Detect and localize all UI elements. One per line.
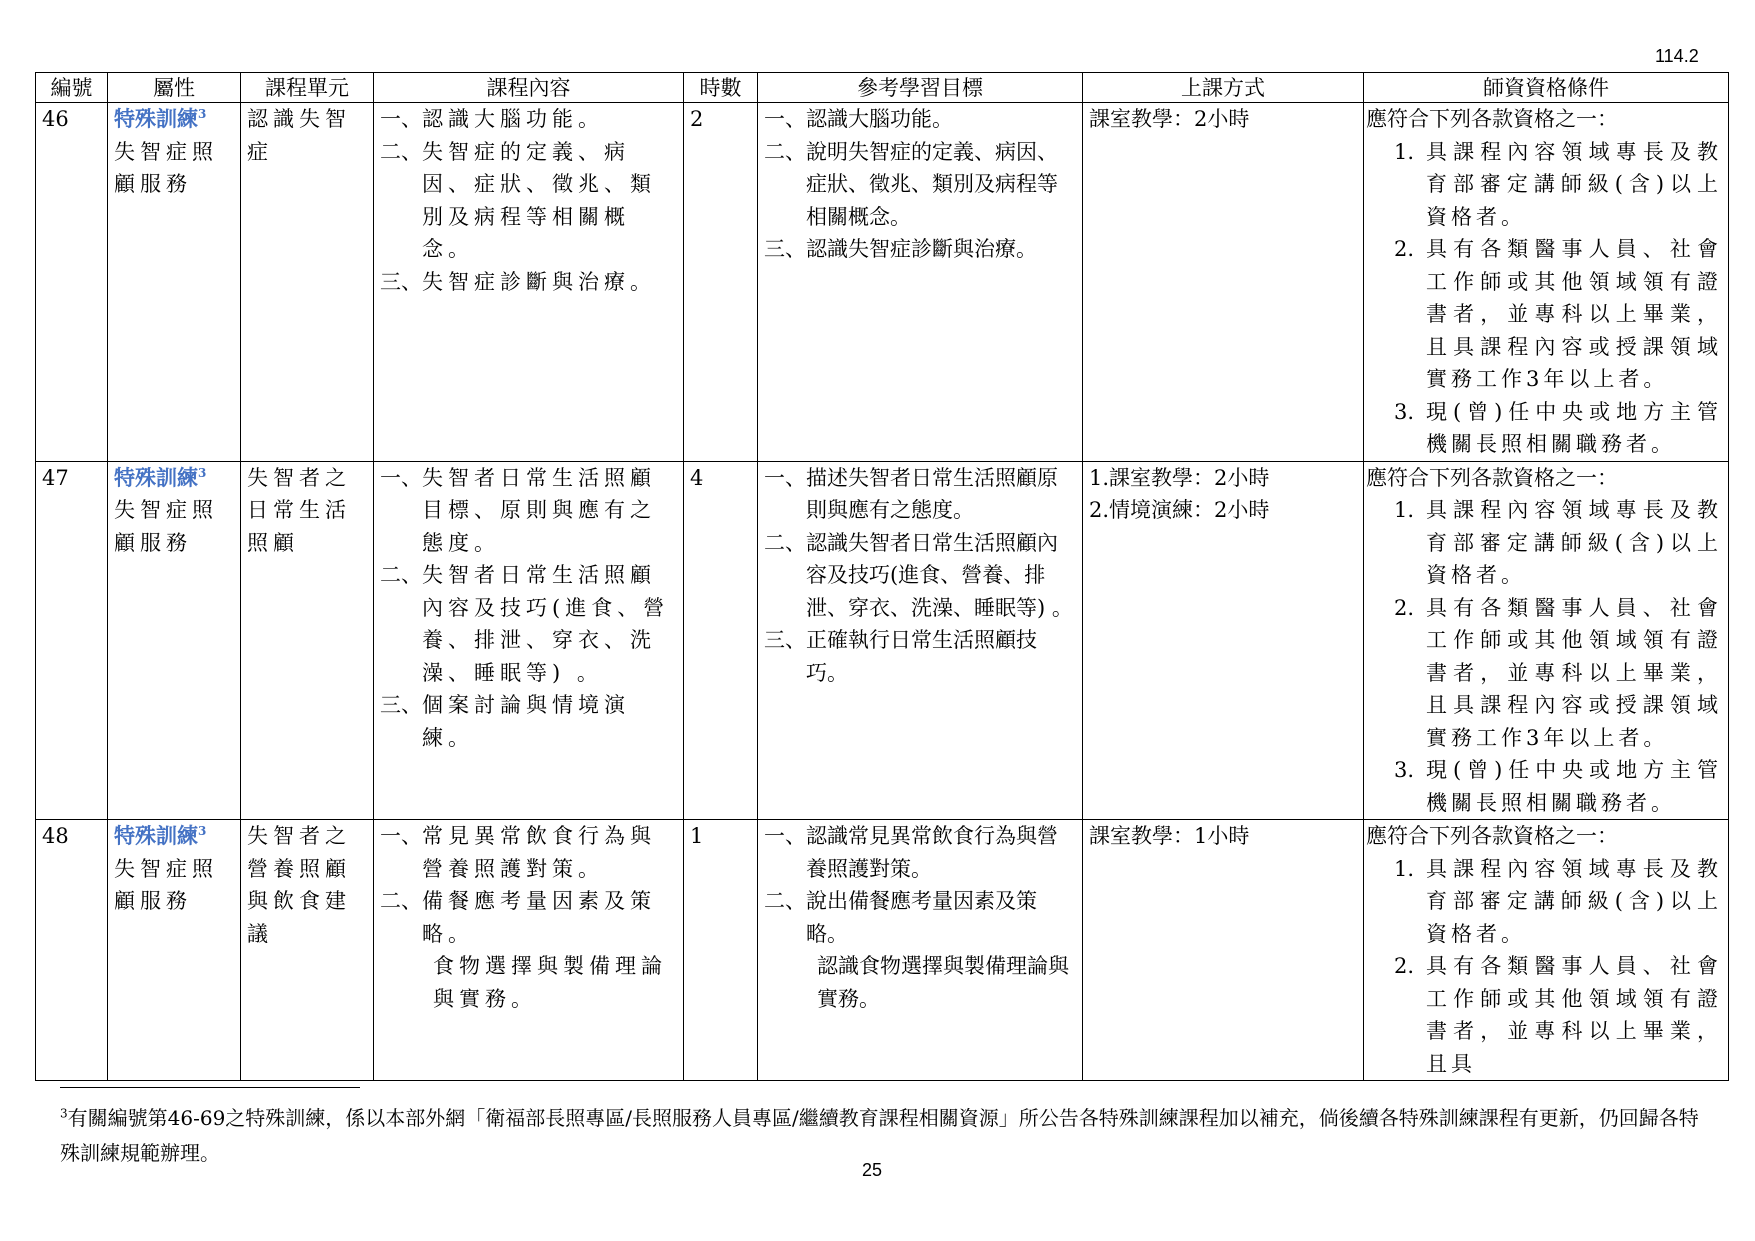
content-item-text: 個案討論與情境演練。 bbox=[422, 693, 630, 750]
goal-item bbox=[764, 103, 1076, 136]
qualification-intro: 應符合下列各款資格之一： bbox=[1366, 107, 1618, 131]
attribute-label bbox=[114, 823, 206, 848]
goal-item-marker: 一、 bbox=[764, 107, 806, 131]
unit-cell bbox=[241, 820, 374, 1081]
qualification-cell bbox=[1364, 461, 1729, 820]
column-header-id: 編號 bbox=[36, 73, 108, 103]
method-cell bbox=[1083, 820, 1364, 1081]
content-item bbox=[380, 885, 677, 950]
teaching-method: 課室教學：2小時 bbox=[1089, 107, 1250, 131]
goal-item-text: 認識大腦功能。 bbox=[806, 107, 953, 131]
goal-item bbox=[764, 820, 1076, 885]
goal-item-marker: 一、 bbox=[764, 824, 806, 848]
hours-cell bbox=[684, 820, 758, 1081]
content-cell bbox=[374, 103, 684, 462]
teaching-method: 課室教學：1小時 bbox=[1089, 824, 1250, 848]
attribute-label-text: 特殊訓練 bbox=[114, 464, 198, 490]
content-cell bbox=[374, 820, 684, 1081]
goals-cell bbox=[758, 820, 1083, 1081]
hours-cell bbox=[684, 461, 758, 820]
content-item-text: 認識大腦功能。 bbox=[422, 107, 604, 131]
column-header-goals: 參考學習目標 bbox=[758, 73, 1083, 103]
content-item-marker: 二、 bbox=[380, 563, 422, 587]
qualification-cell bbox=[1364, 820, 1729, 1081]
qualification-text: 具有各類醫事人員、社會工作師或其他領域領有證書者，並專科以上畢業，且具課程內容或授課領域實務工作3年以上者。 bbox=[1426, 237, 1722, 391]
goal-item bbox=[764, 624, 1076, 689]
qualification-item bbox=[1370, 853, 1722, 951]
goal-item-text: 說出備餐應考量因素及策略。 bbox=[806, 889, 1037, 946]
qualification-item bbox=[1370, 396, 1722, 461]
qualification-text: 具有各類醫事人員、社會工作師或其他領域領有證書者，並專科以上畢業，且具課程內容或授課領域實務工作3年以上者。 bbox=[1426, 595, 1722, 750]
goal-item bbox=[764, 885, 1076, 950]
course-id-cell bbox=[36, 103, 108, 462]
goal-item-marker: 二、 bbox=[764, 530, 806, 555]
attribute-label-text: 特殊訓練 bbox=[114, 823, 198, 848]
content-item-text: 失智者日常生活照顧內容及技巧(進食、營養、排泄、穿衣、洗澡、睡眠等) 。 bbox=[422, 563, 670, 685]
goal-item: 認識食物選擇與製備理論與實務。 bbox=[817, 954, 1069, 1011]
goal-item-text: 認識失智症診斷與治療。 bbox=[806, 237, 1037, 261]
content-item bbox=[380, 689, 677, 754]
column-header-hours: 時數 bbox=[684, 73, 758, 103]
column-header-method: 上課方式 bbox=[1083, 73, 1364, 103]
attribute-cell bbox=[108, 103, 241, 462]
course-id: 46 bbox=[42, 107, 69, 131]
method-cell bbox=[1083, 461, 1364, 820]
course-hours: 2 bbox=[690, 107, 704, 131]
goal-item-marker: 二、 bbox=[764, 139, 806, 164]
content-item bbox=[380, 103, 677, 136]
table-row bbox=[36, 461, 1729, 820]
qualification-item bbox=[1370, 754, 1722, 819]
course-unit: 失智者之日常生活照顧 bbox=[247, 465, 351, 555]
goal-item-text: 描述失智者日常生活照顧原則與應有之態度。 bbox=[806, 465, 1058, 522]
qualification-item bbox=[1370, 233, 1722, 396]
page-number: 25 bbox=[862, 1160, 883, 1180]
qualification-text: 具課程內容領域專長及教育部審定講師級(含)以上資格者。 bbox=[1426, 498, 1722, 587]
goal-item-text: 說明失智症的定義、病因、症狀、徵兆、類別及病程等相關概念。 bbox=[806, 139, 1058, 229]
content-item-text: 備餐應考量因素及策略。 bbox=[422, 889, 656, 946]
course-id: 48 bbox=[42, 824, 69, 848]
footnote-divider bbox=[60, 1087, 360, 1088]
attribute-label-text: 特殊訓練 bbox=[114, 106, 198, 131]
course-unit: 認識失智症 bbox=[247, 107, 351, 164]
course-id-cell bbox=[36, 820, 108, 1081]
qualification-text: 現(曾)任中央或地方主管機關長照相關職務者。 bbox=[1426, 399, 1722, 456]
content-cell bbox=[374, 461, 684, 820]
table-row bbox=[36, 103, 1729, 462]
goal-item bbox=[764, 233, 1076, 266]
course-unit: 失智者之營養照顧與飲食建議 bbox=[247, 824, 351, 946]
goal-item-text: 認識常見異常飲食行為與營養照護對策。 bbox=[806, 824, 1058, 881]
content-item: 食物選擇與製備理論與實務。 bbox=[433, 954, 667, 1011]
content-item-text: 失智症診斷與治療。 bbox=[422, 269, 656, 294]
teaching-method: 2.情境演練：2小時 bbox=[1089, 498, 1270, 522]
content-item-marker: 三、 bbox=[380, 693, 422, 717]
table-row bbox=[36, 820, 1729, 1081]
document-version: 114.2 bbox=[1655, 46, 1699, 66]
qualification-text: 現(曾)任中央或地方主管機關長照相關職務者。 bbox=[1426, 758, 1722, 815]
footnote-reference: 3 bbox=[198, 824, 207, 838]
goal-item-text: 認識失智者日常生活照顧內容及技巧(進食、營養、排泄、穿衣、洗澡、睡眠等) 。 bbox=[806, 530, 1073, 620]
attribute-label bbox=[114, 106, 206, 131]
content-item-marker: 一、 bbox=[380, 465, 422, 490]
course-id: 47 bbox=[42, 465, 69, 490]
qualification-text: 具有各類醫事人員、社會工作師或其他領域領有證書者，並專科以上畢業，且具 bbox=[1426, 954, 1722, 1076]
attribute-cell bbox=[108, 461, 241, 820]
qualification-marker: 3. bbox=[1393, 399, 1414, 424]
course-hours: 1 bbox=[690, 824, 704, 848]
goal-item-text: 正確執行日常生活照顧技巧。 bbox=[806, 628, 1037, 685]
goal-item-marker: 三、 bbox=[764, 237, 806, 261]
column-header-unit: 課程單元 bbox=[241, 73, 374, 103]
course-id-cell bbox=[36, 461, 108, 820]
content-item-marker: 三、 bbox=[380, 269, 422, 294]
attribute-text: 失智症照顧服務 bbox=[114, 498, 218, 555]
hours-cell bbox=[684, 103, 758, 462]
goal-item bbox=[764, 527, 1076, 625]
qualification-item bbox=[1370, 592, 1722, 755]
column-header-qualifications: 師資資格條件 bbox=[1364, 73, 1729, 103]
footnote-marker: 3 bbox=[60, 1106, 68, 1121]
attribute-label bbox=[114, 465, 206, 490]
column-header-content: 課程內容 bbox=[374, 73, 684, 103]
footnote-reference: 3 bbox=[198, 465, 207, 480]
footnote-reference: 3 bbox=[198, 107, 207, 121]
attribute-cell bbox=[108, 820, 241, 1081]
footnote-text: 有關編號第46-69之特殊訓練，係以本部外網「衛福部長照專區/長照服務人員專區/繼續教育課程相關資源」所公告各特殊訓練課程加以補充，倘後續各特殊訓練課程有更新，仍回歸各特殊訓練規範辦理。 bbox=[60, 1106, 1699, 1165]
goals-cell bbox=[758, 461, 1083, 820]
attribute-text: 失智症照顧服務 bbox=[114, 139, 218, 196]
qualification-marker: 2. bbox=[1393, 237, 1414, 261]
content-item-text: 失智症的定義、病因、症狀、徵兆、類別及病程等相關概念。 bbox=[422, 139, 656, 261]
qualification-item bbox=[1370, 950, 1722, 1080]
qualification-intro: 應符合下列各款資格之一： bbox=[1366, 824, 1618, 848]
qualification-marker: 1. bbox=[1393, 139, 1414, 164]
content-item bbox=[380, 266, 677, 299]
unit-cell bbox=[241, 103, 374, 462]
qualification-marker: 1. bbox=[1393, 498, 1414, 522]
qualification-text: 具課程內容領域專長及教育部審定講師級(含)以上資格者。 bbox=[1426, 856, 1722, 946]
qualification-item bbox=[1370, 136, 1722, 234]
column-header-attribute: 屬性 bbox=[108, 73, 241, 103]
content-item bbox=[380, 462, 677, 560]
unit-cell bbox=[241, 461, 374, 820]
attribute-text: 失智症照顧服務 bbox=[114, 856, 218, 913]
content-item bbox=[380, 136, 677, 266]
content-item-marker: 二、 bbox=[380, 889, 422, 913]
content-item bbox=[380, 820, 677, 885]
content-item-text: 失智者日常生活照顧目標、原則與應有之態度。 bbox=[422, 465, 656, 555]
goal-item bbox=[764, 462, 1076, 527]
qualification-marker: 2. bbox=[1393, 954, 1414, 978]
content-item-marker: 一、 bbox=[380, 107, 422, 131]
qualification-item bbox=[1370, 494, 1722, 592]
content-item-marker: 二、 bbox=[380, 139, 422, 164]
qualification-marker: 1. bbox=[1393, 856, 1414, 881]
qualification-intro: 應符合下列各款資格之一： bbox=[1366, 465, 1618, 490]
qualification-cell bbox=[1364, 103, 1729, 462]
table-header-row bbox=[36, 73, 1729, 103]
qualification-text: 具課程內容領域專長及教育部審定講師級(含)以上資格者。 bbox=[1426, 139, 1722, 229]
goal-item bbox=[764, 136, 1076, 234]
course-table bbox=[35, 72, 1729, 1081]
goal-item-marker: 一、 bbox=[764, 465, 806, 490]
goal-item-marker: 三、 bbox=[764, 628, 806, 652]
qualification-marker: 3. bbox=[1393, 758, 1414, 782]
teaching-method: 1.課室教學：2小時 bbox=[1089, 465, 1270, 490]
course-hours: 4 bbox=[690, 465, 704, 490]
qualification-marker: 2. bbox=[1393, 595, 1414, 620]
goals-cell bbox=[758, 103, 1083, 462]
content-item bbox=[380, 559, 677, 689]
goal-item-marker: 二、 bbox=[764, 889, 806, 913]
content-item-text: 常見異常飲食行為與營養照護對策。 bbox=[422, 824, 656, 881]
content-item-marker: 一、 bbox=[380, 824, 422, 848]
table-body bbox=[36, 103, 1729, 1081]
method-cell bbox=[1083, 103, 1364, 462]
